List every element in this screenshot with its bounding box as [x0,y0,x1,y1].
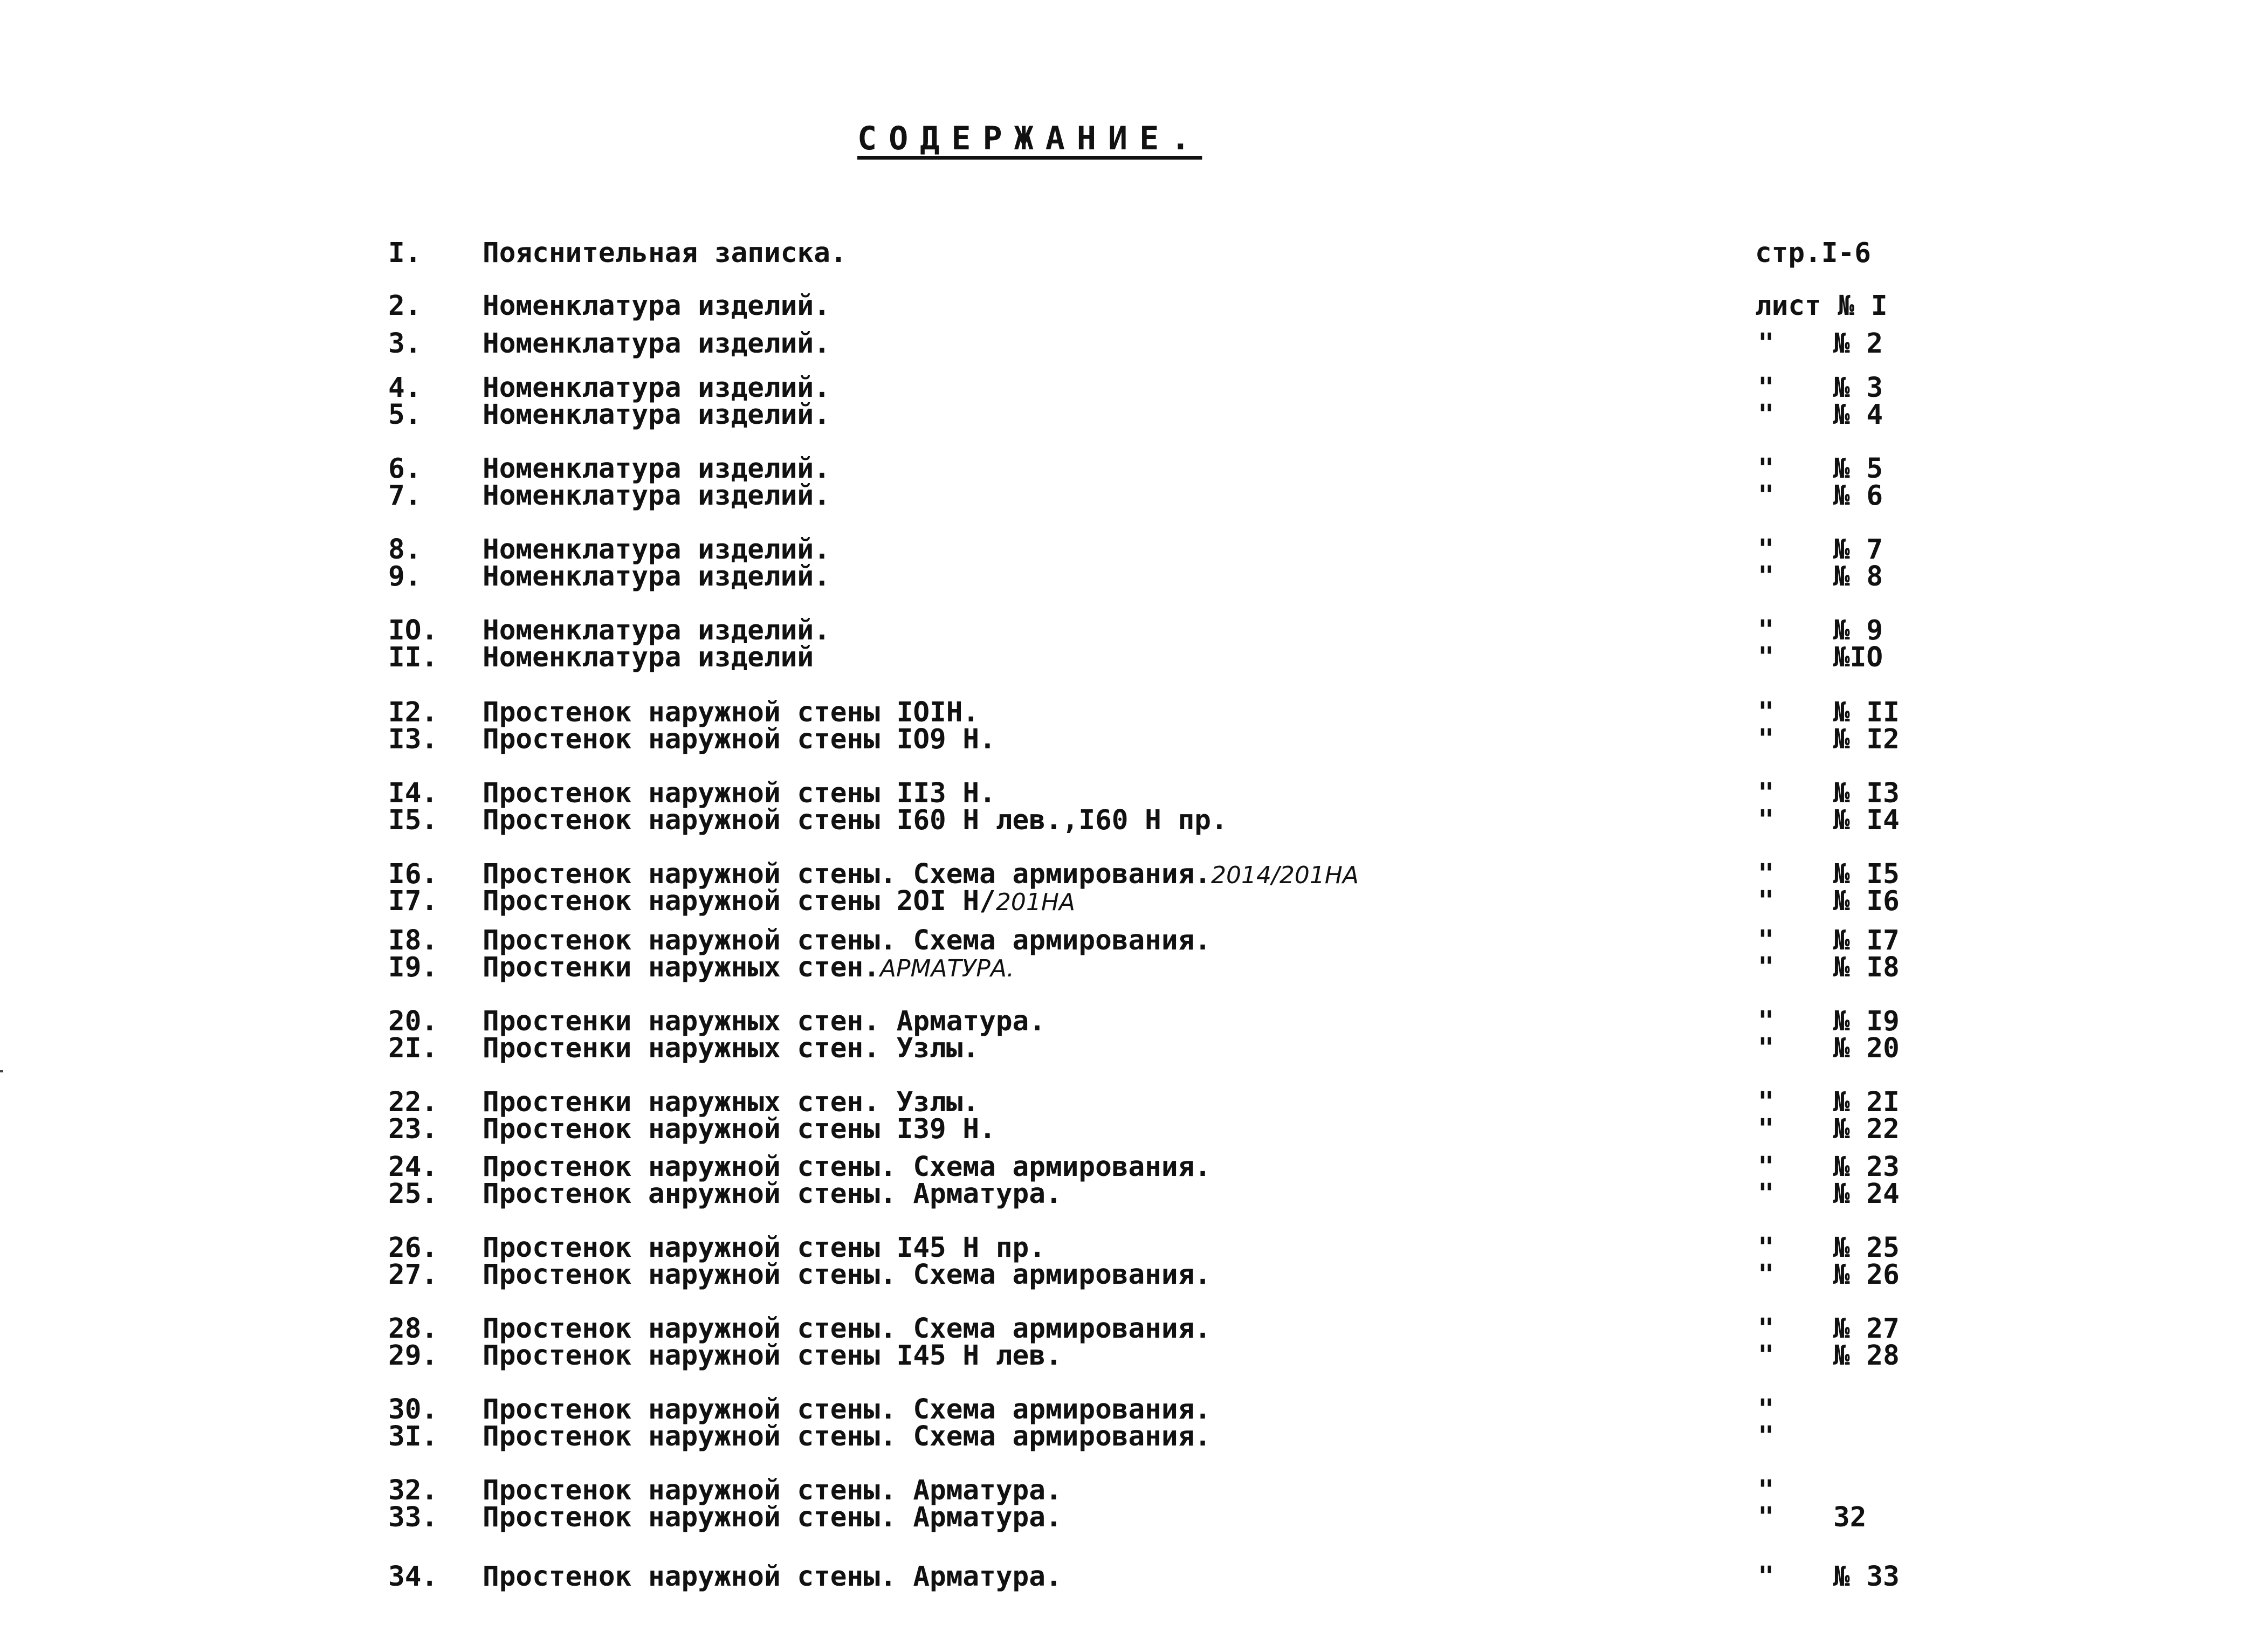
ditto-mark: " [1758,1313,1774,1345]
sheet-number: № 8 [1833,561,1883,593]
toc-entry [0,1340,2256,1370]
entry-number: 28. [388,1313,438,1345]
entry-title-text: Номенклатура изделий. [483,453,830,485]
entry-title [483,1113,996,1145]
entry-title [483,952,1014,983]
sheet-number: № 25 [1833,1232,1900,1264]
entry-number: I7. [388,885,438,917]
handwritten-annotation: 2014/201НА [1211,862,1359,889]
entry-number: 24. [388,1151,438,1183]
handwritten-annotation: 201НА [995,889,1076,916]
sheet-number: № 4 [1833,399,1883,431]
entry-title [483,1340,1062,1372]
ditto-mark: " [1758,534,1774,566]
toc-entry [0,1151,2256,1181]
ditto-mark: " [1758,1032,1774,1064]
ditto-mark: " [1758,1086,1774,1118]
entry-title-text: Простенки наружных стен. Узлы. [483,1086,980,1118]
entry-number: I9. [388,952,438,983]
entry-title-text: Простенок наружной стены II3 Н. [483,777,996,809]
sheet-number: № I7 [1833,925,1900,956]
toc-entry [0,1313,2256,1343]
entry-title-text: Простенок наружной стены. Схема армирования. [483,1421,1212,1453]
toc-entry [0,1113,2256,1144]
sheet-number: № I3 [1833,777,1900,809]
entry-title [483,885,1075,917]
entry-title-text: Номенклатура изделий [483,642,814,673]
entry-title-text: Простенок наружной стены. Схема армирования. [483,858,1212,890]
entry-number: 7. [388,480,422,512]
entry-number: 26. [388,1232,438,1264]
entry-title-text: Простенок наружной стены. Арматура. [483,1561,1062,1593]
sheet-number: № I9 [1833,1006,1900,1037]
toc-entry [0,561,2256,591]
entry-number: II. [388,642,438,673]
toc-entry [0,1032,2256,1063]
toc-entry [0,453,2256,483]
entry-number: 5. [388,399,422,431]
margin-mark [0,1070,3,1072]
ditto-mark: " [1758,328,1774,360]
toc-entry [0,237,2256,267]
entry-number: 4. [388,372,422,404]
entry-title [483,328,830,360]
toc-entry [0,697,2256,727]
toc-entry [0,1475,2256,1505]
entry-number: 6. [388,453,422,485]
entry-title-text: Простенок наружной стены IO9 Н. [483,724,996,755]
ditto-mark: " [1758,724,1774,755]
entry-title [483,237,847,269]
toc-entry [0,724,2256,754]
ditto-mark: " [1758,1394,1774,1426]
entry-title [483,642,814,673]
ditto-mark: " [1758,480,1774,512]
entry-number: 23. [388,1113,438,1145]
toc-entry [0,1561,2256,1591]
toc-entry [0,1421,2256,1451]
entry-title-text: Простенок наружной стены. Схема армирования. [483,1151,1212,1183]
entry-number: 29. [388,1340,438,1372]
entry-title-text: Простенок наружной стены. Арматура. [483,1475,1062,1506]
ditto-mark: " [1758,1151,1774,1183]
sheet-number: № 26 [1833,1259,1900,1291]
entry-number: 20. [388,1006,438,1037]
sheet-number: № 9 [1833,615,1883,646]
entry-title-text: Номенклатура изделий. [483,615,830,646]
sheet-number: № II [1833,697,1900,728]
ditto-mark: " [1758,1502,1774,1533]
toc-entry [0,804,2256,835]
toc-entry [0,372,2256,402]
toc-entry [0,1502,2256,1532]
entry-title-text: Простенок наружной стены. Схема армирования. [483,1259,1212,1291]
page-reference: стр.I-6 [1755,237,1871,269]
entry-title-text: Номенклатура изделий. [483,534,830,566]
entry-title-text: Простенок наружной стены. Схема армирования. [483,1313,1212,1345]
toc-entry [0,1006,2256,1036]
entry-number: I6. [388,858,438,890]
sheet-number: № 24 [1833,1178,1900,1210]
entry-title [483,1259,1211,1291]
sheet-number: № 28 [1833,1340,1900,1372]
toc-entry [0,534,2256,564]
toc-entry [0,480,2256,510]
ditto-mark: " [1758,1232,1774,1264]
entry-title-text: Пояснительная записка. [483,237,847,269]
sheet-number: № I6 [1833,885,1900,917]
entry-title [483,1178,1062,1210]
entry-title [483,1502,1062,1533]
entry-title-text: Простенок наружной стены I45 Н пр. [483,1232,1046,1264]
entry-title-text: Номенклатура изделий. [483,561,830,593]
ditto-mark: " [1758,1561,1774,1593]
ditto-mark: " [1758,697,1774,728]
entry-title [483,480,830,512]
entry-title-text: Простенок наружной стены 2OI Н/ [483,885,996,917]
entry-number: 8. [388,534,422,566]
toc-entry [0,1086,2256,1117]
ditto-mark: " [1758,1259,1774,1291]
toc-entry [0,777,2256,808]
entry-title-text: Простенок наружной стены I39 Н. [483,1113,996,1145]
entry-number: 32. [388,1475,438,1506]
ditto-mark: " [1758,615,1774,646]
sheet-number: № 33 [1833,1561,1900,1593]
entry-number: 3I. [388,1421,438,1453]
sheet-number: № 2I [1833,1086,1900,1118]
ditto-mark: " [1758,399,1774,431]
entry-title-text: Номенклатура изделий. [483,372,830,404]
entry-title [483,1421,1211,1453]
ditto-mark: " [1758,925,1774,956]
sheet-number: № 3 [1833,372,1883,404]
ditto-mark: " [1758,561,1774,593]
sheet-number: № I4 [1833,804,1900,836]
ditto-mark: " [1758,1340,1774,1372]
entry-number: 33. [388,1502,438,1533]
entry-title-text: Простенок наружной стены. Схема армирования. [483,925,1212,956]
entry-title [483,804,1228,836]
sheet-number: № 22 [1833,1113,1900,1145]
sheet-number: № 27 [1833,1313,1900,1345]
sheet-number: № 20 [1833,1032,1900,1064]
toc-entry [0,642,2256,672]
entry-title-text: Простенок наружной стены I60 Н лев.,I60 Н пр. [483,804,1228,836]
entry-title-text: Простенки наружных стен. Арматура. [483,1006,1046,1037]
ditto-mark: " [1758,1113,1774,1145]
toc-entry [0,885,2256,916]
entry-title-text: Простенок наружной стены. Схема армирования. [483,1394,1212,1426]
ditto-mark: " [1758,1421,1774,1453]
entry-title-text: Номенклатура изделий. [483,399,830,431]
entry-title-text: Номенклатура изделий. [483,480,830,512]
entry-title-text: Номенклатура изделий. [483,290,830,322]
ditto-mark: " [1758,372,1774,404]
entry-number: 30. [388,1394,438,1426]
entry-title-text: Номенклатура изделий. [483,328,830,360]
entry-number: 34. [388,1561,438,1593]
toc-entry [0,1394,2256,1424]
sheet-number: № 2 [1833,328,1883,360]
toc-entry [0,399,2256,429]
sheet-number: № 7 [1833,534,1883,566]
entry-title [483,561,830,593]
ditto-mark: " [1758,777,1774,809]
ditto-mark: " [1758,952,1774,983]
entry-number: I. [388,237,422,269]
entry-title-text: Простенки наружных стен. [483,952,880,983]
toc-entry [0,290,2256,320]
entry-number: 2I. [388,1032,438,1064]
entry-title-text: Простенки наружных стен. Узлы. [483,1032,980,1064]
ditto-mark: " [1758,885,1774,917]
entry-title [483,399,830,431]
entry-title [483,724,996,755]
entry-number: IO. [388,615,438,646]
entry-title [483,1032,979,1064]
entry-number: I4. [388,777,438,809]
entry-number: 2. [388,290,422,322]
toc-entry [0,1178,2256,1208]
sheet-reference: лист № I [1755,290,1888,322]
ditto-mark: " [1758,642,1774,673]
toc-entry [0,615,2256,645]
entry-number: 27. [388,1259,438,1291]
entry-title-text: Простенок анружной стены. Арматура. [483,1178,1062,1210]
toc-entry [0,925,2256,955]
toc-entry [0,328,2256,358]
entry-title [483,1561,1062,1593]
toc-entry [0,858,2256,889]
sheet-number: 32 [1833,1502,1867,1533]
ditto-mark: " [1758,1178,1774,1210]
entry-title-text: Простенок наружной стены IOIН. [483,697,980,728]
sheet-number: № I5 [1833,858,1900,890]
sheet-number: № I8 [1833,952,1900,983]
sheet-number: № 5 [1833,453,1883,485]
entry-title-text: Простенок наружной стены. Арматура. [483,1502,1062,1533]
ditto-mark: " [1758,453,1774,485]
sheet-number: № 6 [1833,480,1883,512]
toc-entry [0,952,2256,982]
page-title: СОДЕРЖАНИЕ. [857,120,1202,157]
entry-number: 3. [388,328,422,360]
entry-number: I8. [388,925,438,956]
sheet-number: №IO [1833,642,1883,673]
handwritten-annotation: АРМАТУРА. [879,955,1014,982]
ditto-mark: " [1758,804,1774,836]
sheet-number: № 23 [1833,1151,1900,1183]
entry-title [483,290,830,322]
entry-number: I3. [388,724,438,755]
toc-entry [0,1232,2256,1262]
entry-number: 9. [388,561,422,593]
ditto-mark: " [1758,1475,1774,1506]
sheet-number: № I2 [1833,724,1900,755]
entry-number: 22. [388,1086,438,1118]
ditto-mark: " [1758,858,1774,890]
entry-number: 25. [388,1178,438,1210]
entry-number: I5. [388,804,438,836]
ditto-mark: " [1758,1006,1774,1037]
entry-number: I2. [388,697,438,728]
toc-entry [0,1259,2256,1289]
entry-title-text: Простенок наружной стены I45 Н лев. [483,1340,1062,1372]
